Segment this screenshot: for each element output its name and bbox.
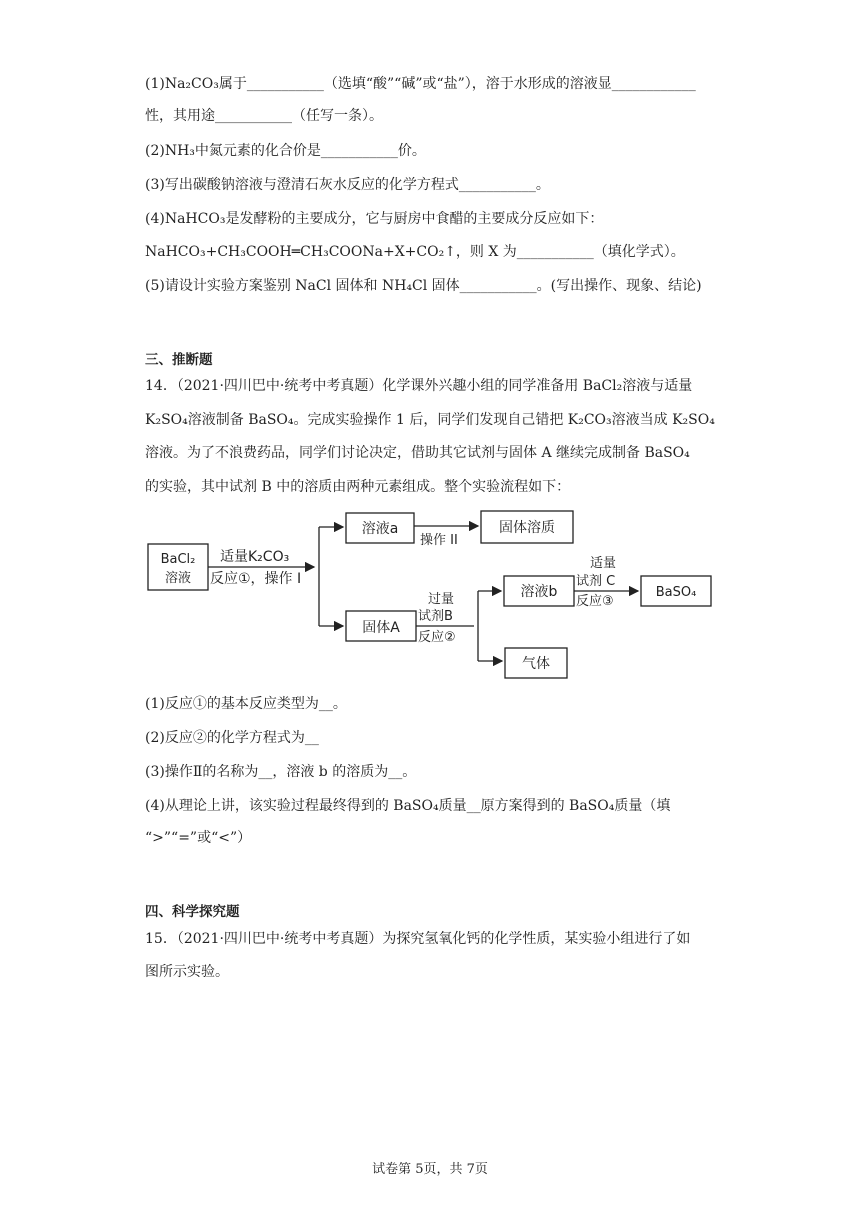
label-arrow1-bottom: 反应①，操作 I <box>210 571 302 587</box>
q14-sub-5: “>”“=”或“<”） <box>145 830 252 846</box>
q13-line-3: (2)NH₃中氮元素的化合价是___________价。 <box>145 143 426 159</box>
label-bacl2-1: BaCl₂ <box>160 552 196 567</box>
q15-line-1: 15．（2021·四川巴中·统考中考真题）为探究氢氧化钙的化学性质，某实验小组进行了如 <box>145 931 691 947</box>
label-solution-b: 溶液b <box>520 584 558 600</box>
label-solid-solute: 固体溶质 <box>499 520 555 536</box>
q13-line-6: NaHCO₃+CH₃COOH═CH₃COONa+X+CO₂↑，则 X 为___________（填化学式）。 <box>145 244 685 260</box>
q13-line-5: (4)NaHCO₃是发酵粉的主要成分，它与厨房中食醋的主要成分反应如下： <box>145 211 604 227</box>
label-arrow3-1: 适量 <box>590 556 617 571</box>
q14-line-3: 溶液。为了不浪费药品，同学们讨论决定，借助其它试剂与固体 A 继续完成制备 BaSO₄ <box>145 445 690 461</box>
label-gas: 气体 <box>522 656 550 672</box>
q15-line-2: 图所示实验。 <box>145 964 229 980</box>
q14-line-1: 14．（2021·四川巴中·统考中考真题）化学课外兴趣小组的同学准备用 BaCl₂溶液与适量 <box>145 378 693 394</box>
section-heading-inquiry: 四、科学探究题 <box>145 904 240 920</box>
q14-sub-2: (2)反应②的化学方程式为__ <box>145 730 319 746</box>
q13-line-7: (5)请设计实验方案鉴别 NaCl 固体和 NH₄Cl 固体___________。(写出操作、现象、结论) <box>145 278 702 294</box>
q13-line-1: (1)Na₂CO₃属于___________（选填“酸”“碱”或“盐”），溶于水形成的溶液显____________ <box>145 76 696 92</box>
q13-line-4: (3)写出碳酸钠溶液与澄清石灰水反应的化学方程式___________。 <box>145 177 550 193</box>
label-solid-a: 固体A <box>362 620 400 636</box>
label-arrow2-3: 反应② <box>418 630 456 645</box>
q14-line-2: K₂SO₄溶液制备 BaSO₄。完成实验操作 1 后，同学们发现自己错把 K₂CO₃溶液当成 K₂SO₄ <box>145 412 715 428</box>
label-arrow1-top: 适量K₂CO₃ <box>220 549 290 565</box>
label-arrow2-2: 试剂B <box>418 609 453 624</box>
section-heading-inference: 三、推断题 <box>145 352 213 368</box>
label-baso4: BaSO₄ <box>655 585 697 600</box>
label-bacl2-2: 溶液 <box>164 571 192 586</box>
label-op2: 操作 II <box>420 533 458 548</box>
q14-sub-1: (1)反应①的基本反应类型为__。 <box>145 696 347 712</box>
label-solution-a: 溶液a <box>361 521 399 537</box>
q14-sub-3: (3)操作Ⅱ的名称为__，溶液 b 的溶质为__。 <box>145 764 417 780</box>
q13-line-2: 性，其用途___________（任写一条）。 <box>145 108 383 124</box>
page-footer: 试卷第 5页，共 7页 <box>372 1162 488 1177</box>
label-arrow3-3: 反应③ <box>576 594 614 609</box>
label-arrow2-1: 过量 <box>428 592 455 607</box>
label-arrow3-2: 试剂 C <box>576 574 616 589</box>
q14-line-4: 的实验，其中试剂 B 中的溶质由两种元素组成。整个实验流程如下： <box>145 479 571 495</box>
q14-sub-4: (4)从理论上讲，该实验过程最终得到的 BaSO₄质量__原方案得到的 BaSO₄质量（填 <box>145 798 671 814</box>
